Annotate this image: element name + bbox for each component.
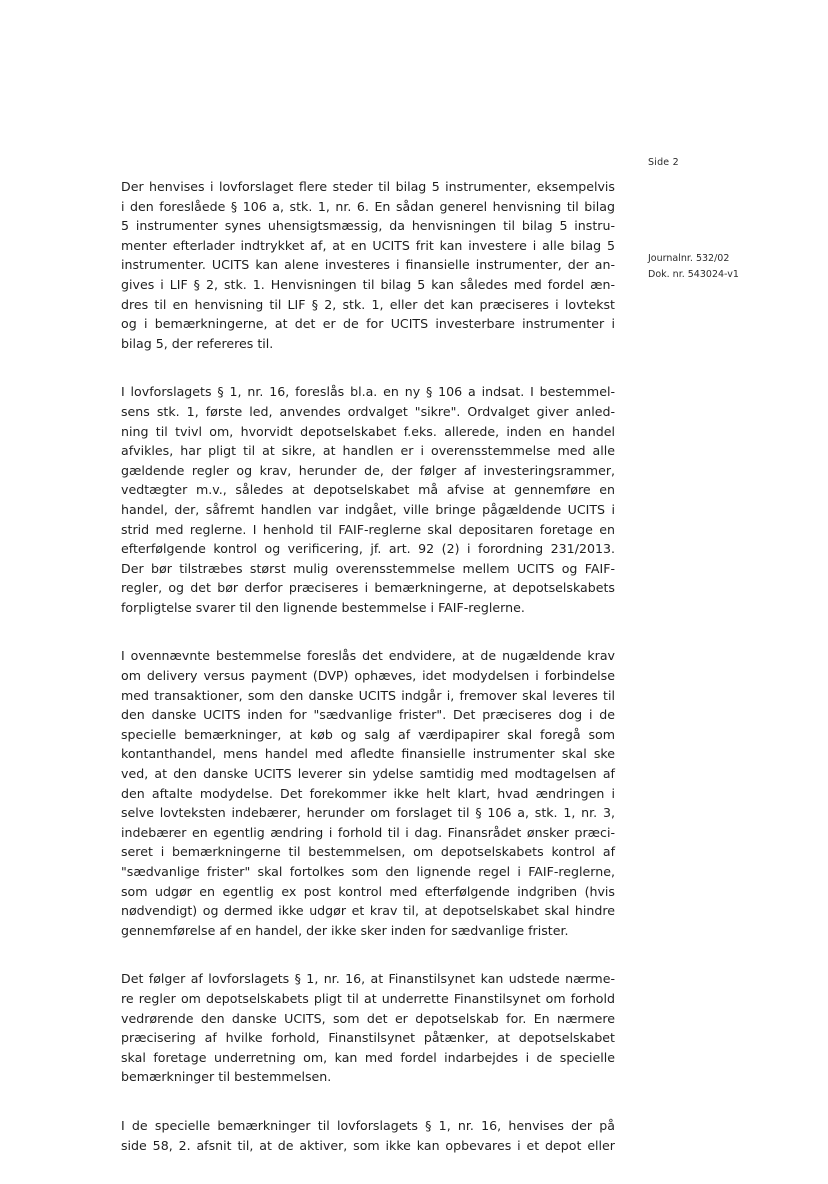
text-line: handel, der, såfremt handlen var indgået, ville bringe pågældende UCITS i <box>121 501 615 517</box>
text-line: vedtægter m.v., således at depotselskabet må afvise at gennemføre en <box>121 482 615 498</box>
text-line: forpligtelse svarer til den lignende bestemmelse i FAIF-reglerne. <box>121 599 525 615</box>
text-line: skal foretage underretning om, kan med fordel indarbejdes i de specielle <box>121 1049 615 1065</box>
text-line: kontanthandel, mens handel med afledte finansielle instrumenter skal ske <box>121 746 615 762</box>
text-line: og i bemærkningerne, at det er de for UCITS investerbare instrumenter i <box>121 316 615 332</box>
document-body <box>121 177 615 1184</box>
paragraph <box>121 969 615 1087</box>
text-line: I de specielle bemærkninger til lovforslagets § 1, nr. 16, henvises der på <box>121 1117 615 1133</box>
text-line: nødvendigt) og dermed ikke udgør et krav til, at depotselskabet skal hindre <box>121 903 615 919</box>
text-line: selve lovteksten indebærer, herunder om forslaget til § 106 a, stk. 1, nr. 3, <box>121 805 615 821</box>
text-line: specielle bemærkninger, at køb og salg af værdipapirer skal foregå som <box>121 726 615 742</box>
text-line: sens stk. 1, første led, anvendes ordvalget "sikre". Ordvalget giver anled- <box>121 403 615 419</box>
text-line: "sædvanlige frister" skal fortolkes som den lignende regel i FAIF-reglerne, <box>121 864 615 879</box>
text-line: præcisering af hvilke forhold, Finanstilsynet påtænker, at depotselskabet <box>121 1030 615 1046</box>
text-line: efterfølgende kontrol og verificering, jf. art. 92 (2) i forordning 231/2013. <box>121 541 615 557</box>
text-line: re regler om depotselskabets pligt til at underrette Finanstilsynet om forhold <box>121 990 615 1006</box>
text-line: Det følger af lovforslagets § 1, nr. 16, at Finanstilsynet kan udstede nærme- <box>121 971 615 987</box>
document-metadata <box>648 251 739 283</box>
text-line: menter efterlader indtrykket af, at en UCITS frit kan investere i alle bilag 5 <box>121 237 615 253</box>
text-line: bemærkninger til bestemmelsen. <box>121 1069 332 1085</box>
text-line: Der bør tilstræbes størst mulig overensstemmelse mellem UCITS og FAIF- <box>121 560 615 576</box>
journal-number: Journalnr. 532/02 <box>648 253 730 264</box>
text-line: seret i bemærkningerne til bestemmelsen, om depotselskabets kontrol af <box>121 844 615 860</box>
paragraph <box>121 646 615 940</box>
text-line: ved, at den danske UCITS leverer sin ydelse samtidig med modtagelsen af <box>121 766 615 782</box>
text-line: side 58, 2. afsnit til, at de aktiver, som ikke kan opbevares i et depot eller <box>121 1137 615 1153</box>
text-line: indebærer en egentlig ændring i forhold til i dag. Finansrådet ønsker præci- <box>121 824 615 840</box>
text-line: gennemførelse af en handel, der ikke sker inden for sædvanlige frister. <box>121 922 569 938</box>
text-line: I ovennævnte bestemmelse foreslås det endvidere, at de nugældende krav <box>121 648 615 664</box>
text-line: gældende regler og krav, herunder de, der følger af investeringsrammer, <box>121 462 615 478</box>
text-line: strid med reglerne. I henhold til FAIF-reglerne skal depositaren foretage en <box>121 521 615 537</box>
text-line: I lovforslagets § 1, nr. 16, foreslås bl.a. en ny § 106 a indsat. I bestemmel- <box>121 384 615 400</box>
paragraph <box>121 177 615 353</box>
text-line: som udgør en egentlig ex post kontrol med efterfølgende indgriben (hvis <box>121 883 615 899</box>
text-line: den aftalte modydelse. Det forekommer ikke helt klart, hvad ændringen i <box>121 785 615 801</box>
text-line: Der henvises i lovforslaget flere steder til bilag 5 instrumenter, eksempelvis <box>121 179 615 194</box>
page-number-label: Side 2 <box>648 157 679 168</box>
text-line: bilag 5, der refereres til. <box>121 335 274 351</box>
text-line: ning til tvivl om, hvorvidt depotselskabet f.eks. allerede, inden en handel <box>121 423 615 439</box>
text-line: gives i LIF § 2, stk. 1. Henvisningen til bilag 5 kan således med fordel æn- <box>121 276 615 292</box>
document-number: Dok. nr. 543024-v1 <box>648 269 739 280</box>
text-line: dres til en henvisning til LIF § 2, stk. 1, eller det kan præciseres i lovtekst <box>121 296 615 312</box>
text-line: om delivery versus payment (DVP) ophæves, idet modydelsen i forbindelse <box>121 668 615 684</box>
text-line: i den foreslåede § 106 a, stk. 1, nr. 6. En sådan generel henvisning til bilag <box>121 198 615 214</box>
text-line: vedrørende den danske UCITS, som det er depotselskab for. En nærmere <box>121 1010 615 1026</box>
text-line: instrumenter. UCITS kan alene investeres i finansielle instrumenter, der an- <box>121 257 615 273</box>
paragraph <box>121 1116 615 1155</box>
text-line: med transaktioner, som den danske UCITS indgår i, fremover skal leveres til <box>121 687 615 703</box>
text-line: den danske UCITS inden for "sædvanlige frister". Det præciseres dog i de <box>121 707 615 723</box>
text-line: 5 instrumenter synes uhensigtsmæssig, da henvisningen til bilag 5 instru- <box>121 218 615 234</box>
text-line: regler, og det bør derfor præciseres i bemærkningerne, at depotselskabets <box>121 580 615 596</box>
paragraph <box>121 382 615 617</box>
text-line: afvikles, har pligt til at sikre, at handlen er i overensstemmelse med alle <box>121 443 615 459</box>
